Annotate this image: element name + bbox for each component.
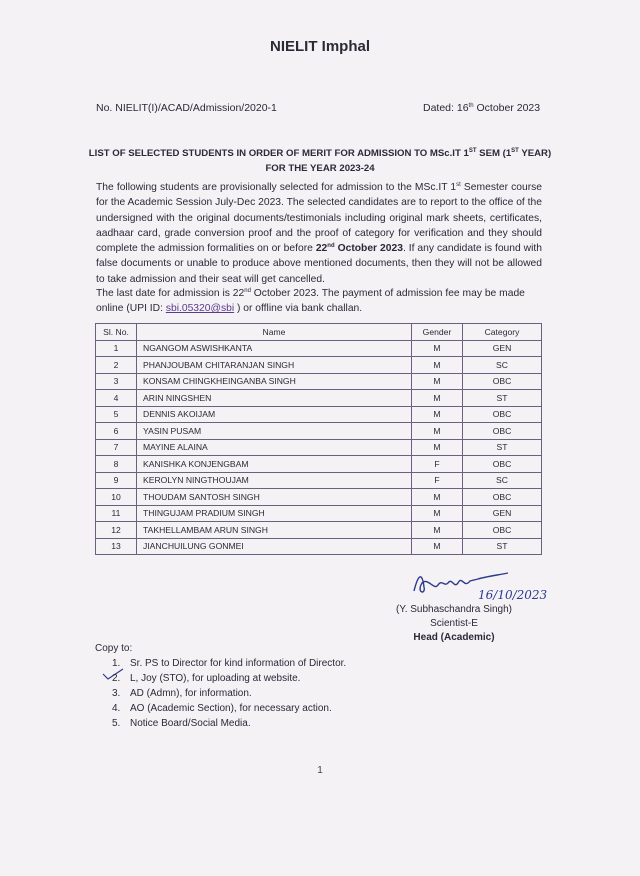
signatory-name: (Y. Subhaschandra Singh) [395, 604, 512, 615]
cell-gender: M [412, 538, 463, 555]
merit-list-table [95, 323, 542, 555]
cell-category: ST [463, 538, 542, 555]
deadline-date [316, 243, 403, 254]
heading-sup: ST [468, 148, 477, 154]
copy-to-item-text: Notice Board/Social Media. [130, 718, 251, 729]
para-text: ) or offline via bank challan. [234, 303, 363, 315]
cell-category: OBC [463, 406, 542, 423]
table-row [96, 472, 542, 489]
para-text: . If any candidate is found with false documents or unable to produce above mentioned documents, then they will not be allowed to take admission and their seat will get cancelled. [96, 243, 542, 285]
intro-paragraph [96, 180, 542, 287]
table-row [96, 423, 542, 440]
cell-sl-no: 12 [96, 522, 137, 539]
signatory-role: Head (Academic) [413, 632, 495, 643]
header-category: Category [463, 324, 542, 341]
table-row [96, 505, 542, 522]
copy-to-list [112, 656, 346, 731]
cell-category: OBC [463, 456, 542, 473]
header-name: Name [137, 324, 412, 341]
page-number: 1 [317, 765, 323, 776]
cell-category: OBC [463, 423, 542, 440]
heading-text: SEM (1 [476, 148, 512, 159]
cell-sl-no: 11 [96, 505, 137, 522]
cell-sl-no: 8 [96, 456, 137, 473]
heading-text: LIST OF SELECTED STUDENTS IN ORDER OF MERIT FOR ADMISSION TO MSc.IT 1 [88, 148, 469, 159]
cell-gender: M [412, 522, 463, 539]
reference-number: No. NIELIT(I)/ACAD/Admission/2020-1 [96, 102, 277, 114]
copy-to-item [112, 686, 346, 701]
cell-gender: M [412, 505, 463, 522]
payment-paragraph [96, 286, 542, 317]
handwritten-signature [408, 565, 568, 605]
cell-gender: F [412, 472, 463, 489]
cell-name: JIANCHUILUNG GONMEI [137, 538, 412, 555]
table-row [96, 340, 542, 357]
cell-sl-no: 13 [96, 538, 137, 555]
cell-name: MAYINE ALAINA [137, 439, 412, 456]
cell-sl-no: 6 [96, 423, 137, 440]
cell-category: OBC [463, 489, 542, 506]
cell-name: KONSAM CHINGKHEINGANBA SINGH [137, 373, 412, 390]
table-row [96, 357, 542, 374]
date-sup: th [468, 103, 474, 109]
copy-to-label: Copy to: [95, 643, 133, 654]
date-text-suffix: October 2023 [473, 102, 541, 114]
copy-to-item [112, 701, 346, 716]
signatory-block [384, 603, 524, 645]
cell-sl-no: 4 [96, 390, 137, 407]
cell-name: THINGUJAM PRADIUM SINGH [137, 505, 412, 522]
copy-to-item-number: 4. [112, 703, 121, 714]
cell-category: SC [463, 472, 542, 489]
copy-to-item [112, 716, 346, 731]
copy-to-item [112, 671, 346, 686]
copy-to-item-text: Sr. PS to Director for kind information of Director. [130, 658, 347, 669]
cell-sl-no: 9 [96, 472, 137, 489]
table-header-row [96, 324, 542, 341]
cell-name: KANISHKA KONJENGBAM [137, 456, 412, 473]
para-sup: st [456, 182, 461, 188]
cell-name: ARIN NINGSHEN [137, 390, 412, 407]
deadline-month: October 2023 [334, 243, 403, 255]
cell-category: OBC [463, 373, 542, 390]
cell-category: ST [463, 439, 542, 456]
organization-title: NIELIT Imphal [269, 38, 370, 55]
copy-to-item-text: AD (Admn), for information. [130, 688, 252, 699]
upi-id-link[interactable]: sbi.05320@sbi [165, 303, 235, 315]
cell-name: YASIN PUSAM [137, 423, 412, 440]
cell-category: ST [463, 390, 542, 407]
cell-name: KEROLYN NINGTHOUJAM [137, 472, 412, 489]
document-heading [80, 146, 560, 176]
table-row [96, 439, 542, 456]
heading-sup: ST [511, 148, 519, 154]
document-date [423, 102, 540, 114]
cell-name: DENNIS AKOIJAM [137, 406, 412, 423]
deadline-day: 22 [315, 243, 328, 255]
cell-sl-no: 2 [96, 357, 137, 374]
cell-gender: M [412, 423, 463, 440]
cell-sl-no: 10 [96, 489, 137, 506]
date-text: Dated: 16 [423, 102, 469, 114]
cell-sl-no: 5 [96, 406, 137, 423]
copy-to-item-number: 3. [112, 688, 121, 699]
cell-gender: M [412, 373, 463, 390]
cell-name: PHANJOUBAM CHITARANJAN SINGH [137, 357, 412, 374]
cell-category: SC [463, 357, 542, 374]
cell-gender: M [412, 489, 463, 506]
cell-name: THOUDAM SANTOSH SINGH [137, 489, 412, 506]
cell-gender: M [412, 390, 463, 407]
table-row [96, 373, 542, 390]
cell-sl-no: 1 [96, 340, 137, 357]
signatory-designation: Scientist-E [430, 618, 478, 629]
para-text: October 2023. The payment of admission fee may be made online (UPI ID: [96, 288, 525, 315]
table-row [96, 456, 542, 473]
table-row [96, 522, 542, 539]
table-body [96, 340, 542, 555]
para-text: The last date for admission is 22 [96, 288, 245, 299]
cell-gender: M [412, 357, 463, 374]
heading-line-1 [80, 146, 560, 161]
heading-text: YEAR) [518, 148, 552, 159]
copy-to-item-number: 1. [112, 658, 121, 669]
para-text: The following students are provisionally selected for admission to the MSc.IT 1 [96, 182, 457, 193]
table-row [96, 406, 542, 423]
cell-gender: F [412, 456, 463, 473]
copy-to-item-text: L, Joy (STO), for uploading at website. [130, 673, 301, 684]
signature-date: 16/10/2023 [478, 588, 548, 602]
heading-line-2: FOR THE YEAR 2023-24 [265, 163, 375, 174]
table-row [96, 489, 542, 506]
cell-name: NGANGOM ASWISHKANTA [137, 340, 412, 357]
cell-sl-no: 3 [96, 373, 137, 390]
cell-name: TAKHELLAMBAM ARUN SINGH [137, 522, 412, 539]
header-sl-no: Sl. No. [96, 324, 137, 341]
cell-sl-no: 7 [96, 439, 137, 456]
table-row [96, 390, 542, 407]
copy-to-item [112, 656, 346, 671]
cell-category: OBC [463, 522, 542, 539]
cell-gender: M [412, 406, 463, 423]
cell-gender: M [412, 439, 463, 456]
para-sup: nd [244, 288, 251, 294]
copy-to-item-number: 5. [112, 718, 121, 729]
para-text: Semester course for the Academic Session July-Dec 2023. The selected candidates are to report to the office of the undersigned with the original documents/testimonials including original mark sheets, certificates, aadhaar card, grade conversion proof and the proof of category for verification and they should complete the admission formalities on or before [96, 182, 542, 255]
table-row [96, 538, 542, 555]
cell-gender: M [412, 340, 463, 357]
deadline-sup: nd [327, 243, 335, 250]
header-gender: Gender [412, 324, 463, 341]
copy-to-item-text: AO (Academic Section), for necessary action. [130, 703, 332, 714]
copy-to-item-number: 2. [112, 673, 121, 684]
cell-category: GEN [463, 505, 542, 522]
cell-category: GEN [463, 340, 542, 357]
